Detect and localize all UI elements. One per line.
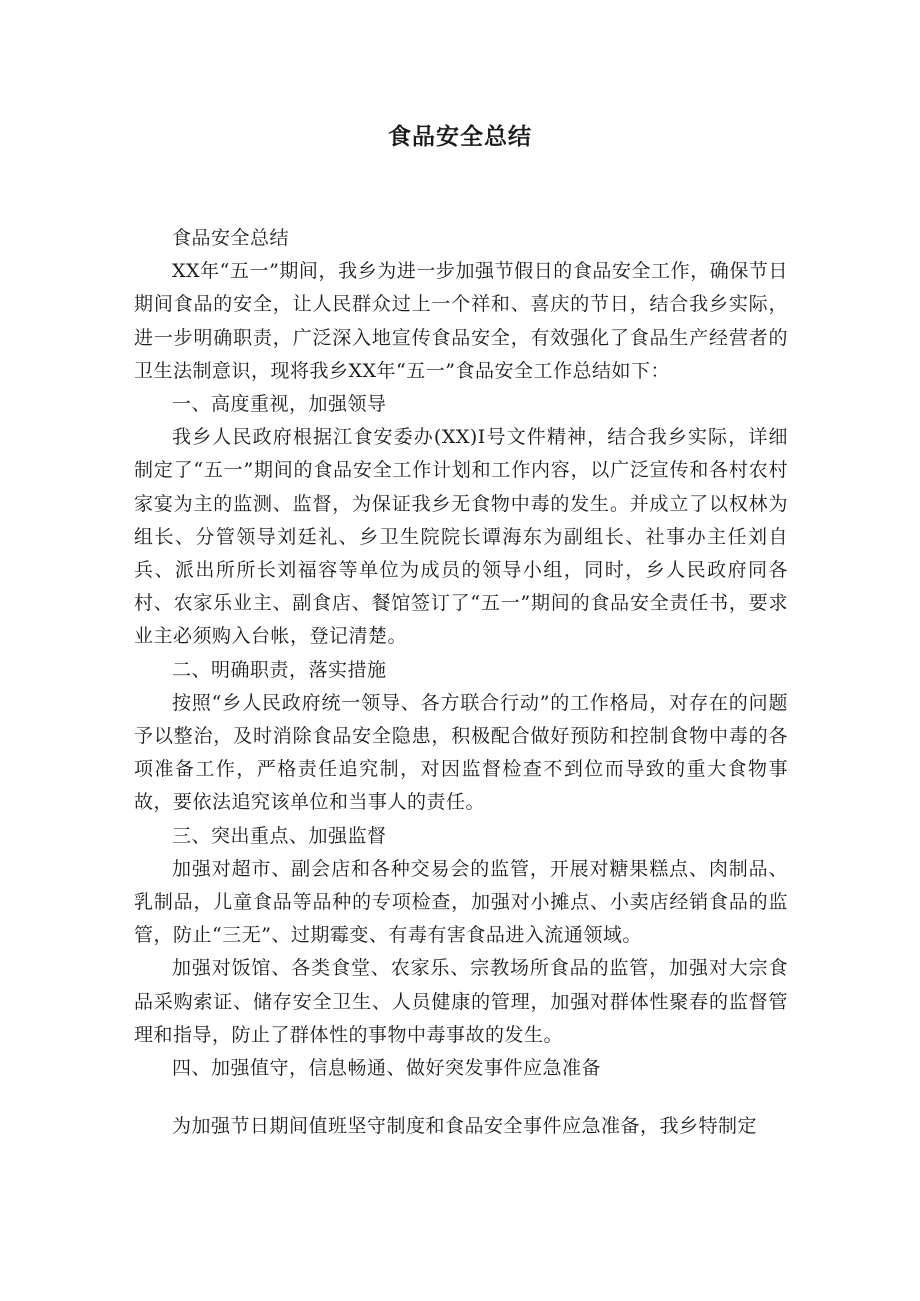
section-heading-3: 三、突出重点、加强监督 (172, 824, 387, 847)
subtitle-paragraph: 食品安全总结 (172, 227, 290, 249)
section-3-paragraph-2: 加强对饭馆、各类食堂、农家乐、宗教场所食品的监管，加强对大宗食品采购索证、储存安全卫生、人员健康的管理，加强对群体性聚春的监督管理和指导，防止了群体性的事物中毒事故的发生。 (134, 957, 788, 1046)
intro-paragraph: XX年“五一”期间，我乡为进一步加强节假日的食品安全工作，确保节日期间食品的安全，让人民群众过上一个祥和、喜庆的节日，结合我乡实际，进一步明确职责，广泛深入地宣传食品安全，有效强化了食品生产经营者的卫生法制意识，现将我乡XX年“五一”食品安全工作总结如下： (134, 260, 788, 382)
section-1-paragraph: 我乡人民政府根据江食安委办(XX)I号文件精神，结合我乡实际，详细制定了“五一”期间的食品安全工作计划和工作内容，以广泛宣传和各村农村家宴为主的监测、监督，为保证我乡无食物中毒的发生。并成立了以权林为组长、分管领导刘廷礼、乡卫生院院长谭海东为副组长、社事办主任刘自兵、派出所所长刘福容等单位为成员的领导小组，同时，乡人民政府同各村、农家乐业主、副食店、餐馆签订了“五一”期间的食品安全责任书，要求业主必须购入台帐，登记清楚。 (134, 426, 788, 648)
section-heading-1: 一、高度重视，加强领导 (172, 393, 387, 416)
section-heading-2: 二、明确职责，落实措施 (172, 658, 387, 681)
section-2-paragraph: 按照“乡人民政府统一领导、各方联合行动”的工作格局，对存在的问题予以整治，及时消除食品安全隐患，积极配合做好预防和控制食物中毒的各项准备工作，严格责任追究制，对因监督检查不到位而导致的重大食物事故，要依法追究该单位和当事人的责任。 (134, 691, 788, 814)
document-title: 食品安全总结 (388, 124, 532, 150)
document-body (134, 222, 788, 1143)
section-heading-4: 四、加强值守，信息畅通、做好突发事件应急准备 (172, 1057, 602, 1080)
section-3-paragraph-1: 加强对超市、副会店和各种交易会的监管，开展对糖果糕点、肉制品、乳制品，儿童食品等品种的专项检查，加强对小摊点、小卖店经销食品的监管，防止“三无”、过期霉变、有毒有害食品进入流通领域。 (134, 857, 788, 947)
section-4-paragraph: 为加强节日期间值班坚守制度和食品安全事件应急准备，我乡特制定 (172, 1115, 758, 1138)
